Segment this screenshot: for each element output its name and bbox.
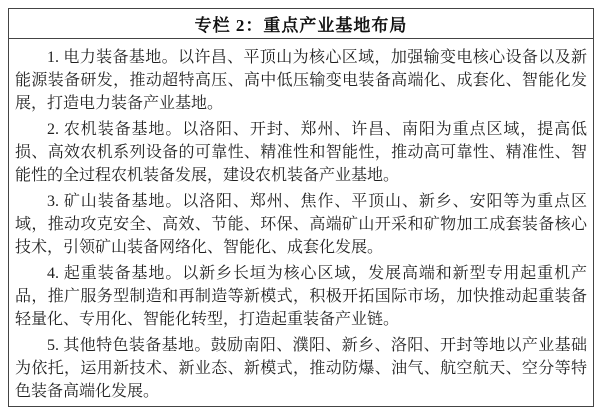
- feature-box-header: [9, 9, 593, 39]
- paragraph-lifting-equipment: 4. 起重装备基地。以新乡长垣为核心区域，发展高端和新型专用起重机产品，推广服务型制造和再制造等新模式，积极开拓国际市场，加快推动起重装备轻量化、专用化、智能化转型，打造起重装备产业链。: [15, 265, 587, 328]
- feature-box-body: [9, 39, 593, 409]
- paragraph-power-equipment: 1. 电力装备基地。以许昌、平顶山为核心区域，加强输变电核心设备以及新能源装备研发，推动超特高压、高中低压输变电装备高端化、成套化、智能化发展，打造电力装备产业基地。: [15, 49, 587, 112]
- feature-box: [8, 8, 594, 407]
- paragraph-other-special-equipment: 5. 其他特色装备基地。鼓励南阳、濮阳、新乡、洛阳、开封等地以产业基础为依托，运用新技术、新业态、新模式，推动防爆、油气、航空航天、空分等特色装备高端化发展。: [15, 337, 587, 400]
- paragraph-agri-machinery: 2. 农机装备基地。以洛阳、开封、郑州、许昌、南阳为重点区域，提高低损、高效农机系列设备的可靠性、精准性和智能性，推动高可靠性、精准性、智能性的全过程农机装备发展，建设农机装备产业基地。: [15, 121, 587, 184]
- paragraph-mining-equipment: 3. 矿山装备基地。以洛阳、郑州、焦作、平顶山、新乡、安阳等为重点区域，推动攻克安全、高效、节能、环保、高端矿山开采和矿物加工成套装备核心技术，引领矿山装备网络化、智能化、成套化发展。: [15, 193, 587, 256]
- feature-box-title: 专栏 2：重点产业基地布局: [194, 16, 408, 35]
